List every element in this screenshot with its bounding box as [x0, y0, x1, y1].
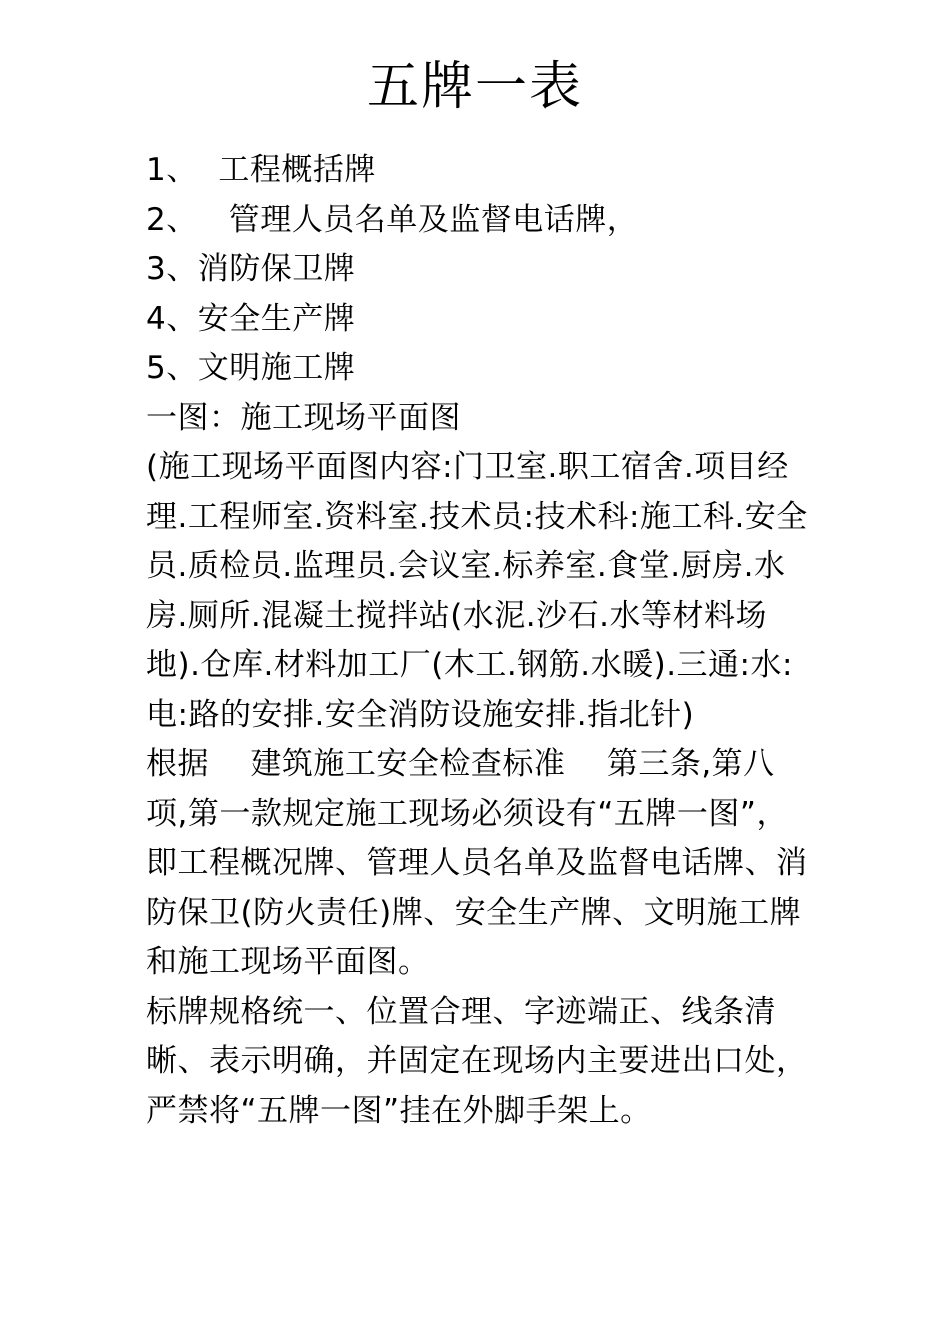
regulation-paragraph: 根据 建筑施工安全检查标准 第三条,第八项,第一款规定施工现场必须设有“五牌一图”，即工程概况牌、管理人员名单及监督电话牌、消防保卫(防火责任)牌、安全生产牌、文明施工牌和施工现场平面图。 — [146, 746, 808, 980]
list-item-1: 1、 工程概括牌 — [146, 152, 376, 188]
plan-content-paragraph: (施工现场平面图内容:门卫室.职工宿舍.项目经理.工程师室.资料室.技术员:技术科:施工科.安全员.质检员.监理员.会议室.标养室.食堂.厨房.水房.厕所.混凝土搅拌站(水泥.沙石.水等材料场地).仓库.材料加工厂(木工.钢筋.水暖).三通:水:电:路的安排.安全消防设施安排.指北针) — [146, 449, 808, 733]
document-body — [146, 146, 810, 1136]
plan-heading: 一图：施工现场平面图 — [146, 399, 461, 436]
list-item-4: 4、安全生产牌 — [146, 300, 356, 337]
list-item-3: 3、消防保卫牌 — [146, 251, 356, 287]
document-title: 五牌一表 — [366, 57, 583, 117]
list-item-2: 2、 管理人员名单及监督电话牌， — [146, 201, 639, 238]
list-item-5: 5、文明施工牌 — [146, 350, 356, 386]
requirements-paragraph: 标牌规格统一、位置合理、字迹端正、线条清晰、表示明确，并固定在现场内主要进出口处，严禁将“五牌一图”挂在外脚手架上。 — [146, 993, 808, 1129]
